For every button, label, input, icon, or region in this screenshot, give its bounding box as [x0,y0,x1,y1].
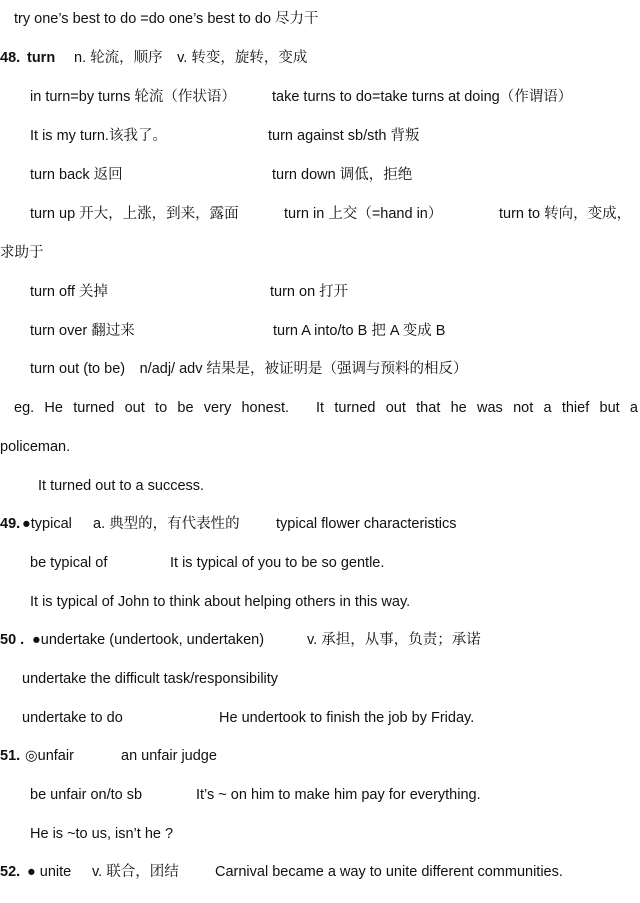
entry-number: 51. [0,748,21,764]
phrase-text: turn over 翻过来 [30,323,135,339]
phrase-text: take turns to do=take turns at doing（作谓语） [272,89,573,105]
example-text: It turned out to a success. [38,478,205,494]
entry-word: ● unite [27,864,72,880]
phrase-text: turn out (to be) n/adj/ adv 结果是，被证明是（强调与预料的相反） [30,361,468,377]
entry-word: ◎unfair [25,748,74,764]
phrase-text: He undertook to finish the job by Friday. [219,710,475,726]
phrase-text: turn against sb/sth 背叛 [268,128,420,144]
entry-example: Carnival became a way to unite different communities. [215,864,563,880]
example-line [0,437,70,457]
entry-word: ●typical [22,516,72,532]
example-line [14,398,638,418]
entry-number: 50 . [0,632,25,648]
entry-number: 52. [0,864,21,880]
entry-definition: v. 联合，团结 [92,864,179,880]
phrase-text: turn back 返回 [30,167,123,183]
entry-example: an unfair judge [121,748,217,764]
phrase-text: It is typical of John to think about helping others in this way. [30,594,411,610]
text-line [30,359,468,379]
phrase-text: It’s ~ on him to make him pay for everything. [196,787,481,803]
phrase-text: It is my turn.该我了。 [30,128,167,144]
entry-word: turn [27,50,56,66]
text-line [0,243,44,263]
phrase-text: undertake to do [22,710,123,726]
entry-definition: n. 轮流，顺序 v. 转变，旋转，变成 [74,50,308,66]
text-line [14,9,319,29]
text-line [30,592,410,612]
entry-definition: a. 典型的，有代表性的 [93,516,240,532]
phrase-text: turn on 打开 [270,284,349,300]
phrase-text: turn off 关掉 [30,284,108,300]
entry-word: ●undertake (undertook, undertaken) [32,632,265,648]
entry-definition: v. 承担，从事，负责；承诺 [307,632,481,648]
phrase-text: in turn=by turns 轮流（作状语） [30,89,236,105]
phrase-text: turn in 上交（=hand in） [284,206,443,222]
entry-number: 48. [0,50,21,66]
entry-number: 49. [0,516,21,532]
example-text: policeman. [0,439,71,455]
phrase-text: undertake the difficult task/responsibility [22,671,279,687]
phrase-text: turn to 转向，变成， [499,206,632,222]
phrase-text: turn A into/to B 把 A 变成 B [273,323,446,339]
phrase-text: be unfair on/to sb [30,787,143,803]
phrase-text: try one’s best to do =do one’s best to do 尽力干 [14,11,319,27]
phrase-text: be typical of [30,555,108,571]
text-line [30,824,173,844]
phrase-text: turn down 调低，拒绝 [272,167,413,183]
example-line [38,476,204,496]
entry-example: typical flower characteristics [276,516,457,532]
text-line [22,669,278,689]
phrase-text: He is ~to us, isn’t he ? [30,826,174,842]
phrase-text: 求助于 [0,245,44,261]
phrase-text: turn up 开大，上涨，到来，露面 [30,206,239,222]
example-text: eg. He turned out to be very honest. It turned out that he was not a thief but a [14,400,638,416]
phrase-text: It is typical of you to be so gentle. [170,555,385,571]
